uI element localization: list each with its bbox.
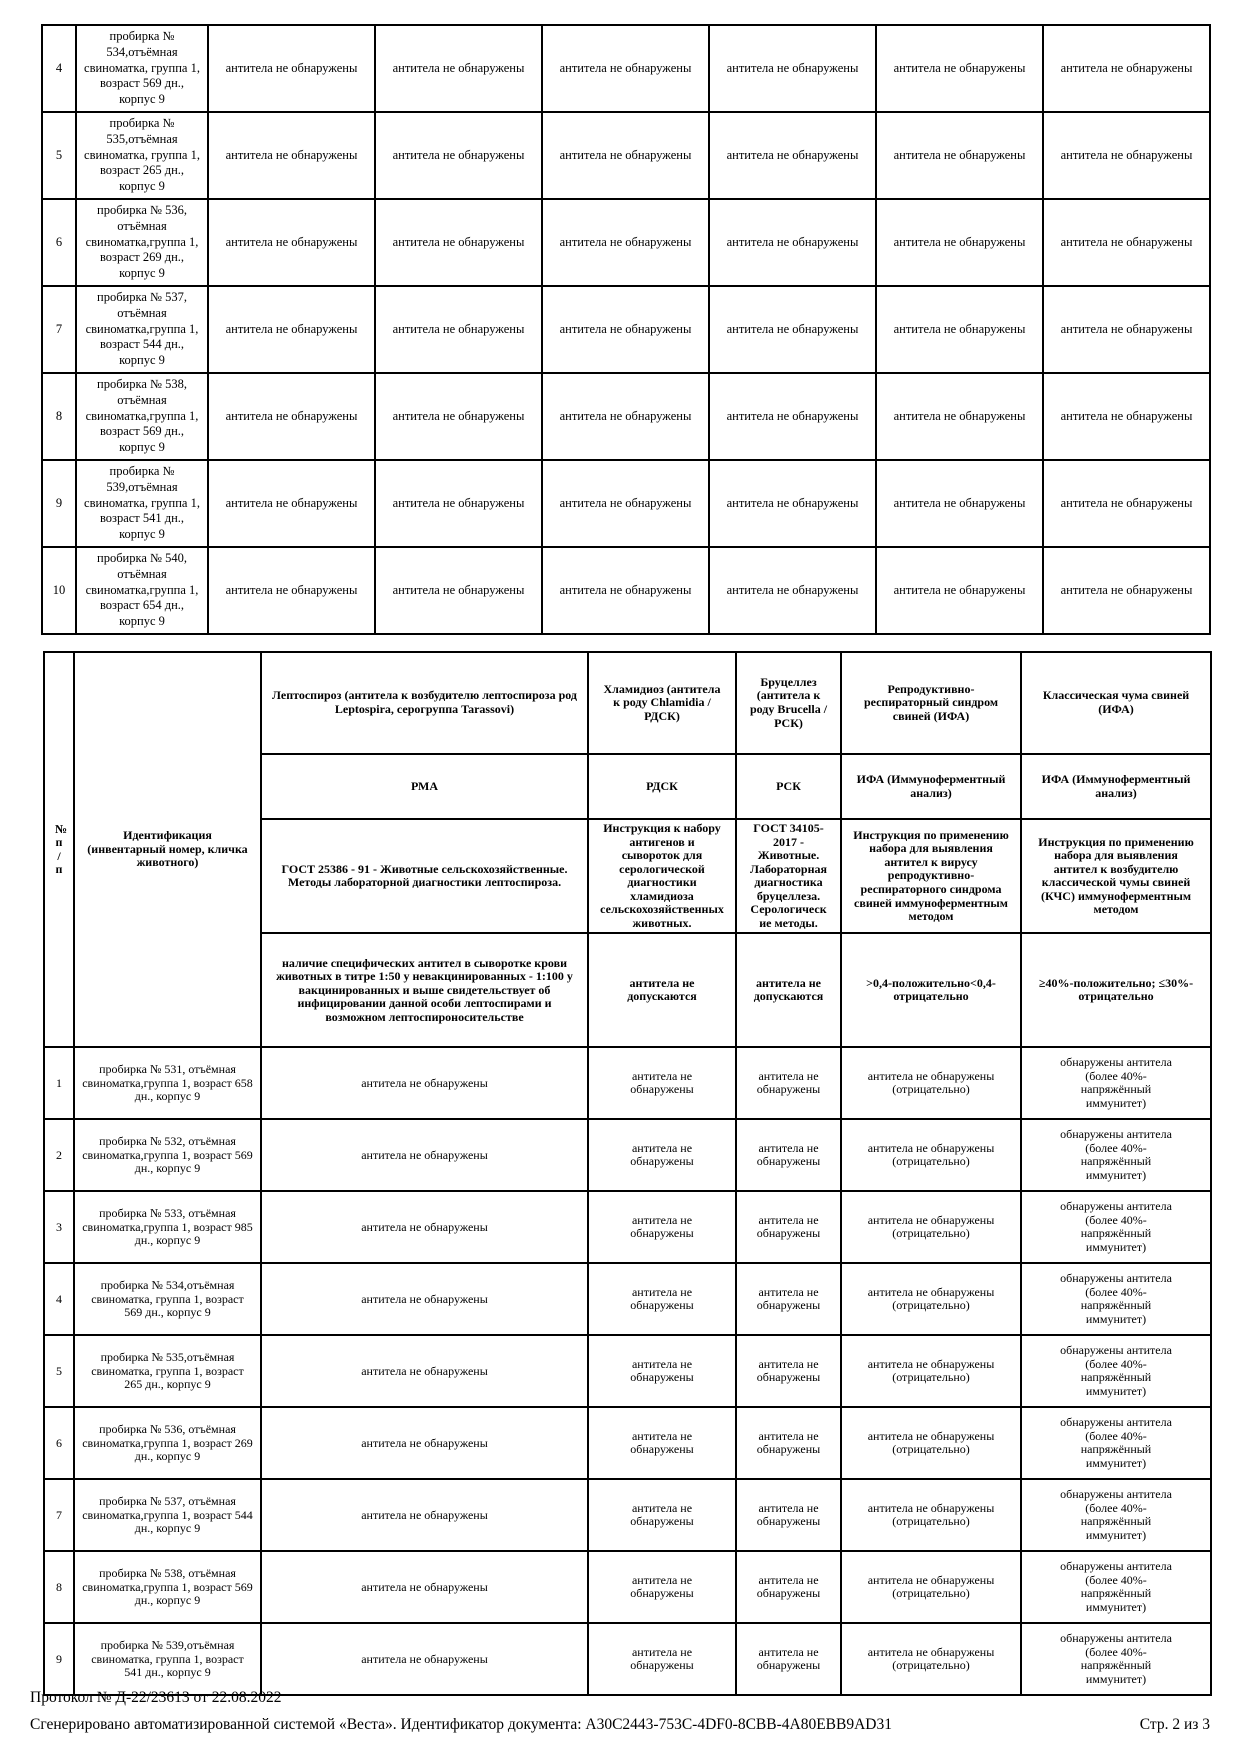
result-cell: обнаружены антитела (более 40%-напряжённый иммунитет) bbox=[1021, 1191, 1211, 1263]
sample-id-cell: пробирка № 533, отъёмная свиноматка,группа 1, возраст 985 дн., корпус 9 bbox=[74, 1191, 261, 1263]
standard-cell: Инструкция к набору антигенов и сывороток для серологической диагностики хламидиоза сельскохозяйственных животных. bbox=[588, 819, 736, 933]
result-cell: антитела не обнаружены (отрицательно) bbox=[841, 1479, 1021, 1551]
result-cell: антитела не обнаружены bbox=[709, 112, 876, 199]
result-cell: обнаружены антитела (более 40%-напряжённый иммунитет) bbox=[1021, 1335, 1211, 1407]
method-cell: РДСК bbox=[588, 754, 736, 819]
method-cell: РСК bbox=[736, 754, 841, 819]
table-row bbox=[42, 373, 1210, 460]
method-cell: ИФА (Иммуноферментный анализ) bbox=[1021, 754, 1211, 819]
result-cell: антитела не обнаружены bbox=[588, 1047, 736, 1119]
row-number-header: № п/п bbox=[44, 652, 74, 1047]
result-cell: антитела не обнаружены bbox=[261, 1623, 588, 1695]
result-cell: антитела не обнаружены (отрицательно) bbox=[841, 1623, 1021, 1695]
row-number-cell: 4 bbox=[44, 1263, 74, 1335]
row-number-cell: 8 bbox=[42, 373, 76, 460]
result-cell: антитела не обнаружены bbox=[876, 286, 1043, 373]
row-number-cell: 9 bbox=[42, 460, 76, 547]
result-cell: антитела не обнаружены bbox=[876, 373, 1043, 460]
sample-id-cell: пробирка № 538, отъёмная свиноматка,группа 1, возраст 569 дн., корпус 9 bbox=[74, 1551, 261, 1623]
result-cell: антитела не обнаружены bbox=[261, 1335, 588, 1407]
result-cell: антитела не обнаружены bbox=[709, 373, 876, 460]
row-number-cell: 3 bbox=[44, 1191, 74, 1263]
table-row bbox=[42, 112, 1210, 199]
result-cell: обнаружены антитела (более 40%-напряжённый иммунитет) bbox=[1021, 1407, 1211, 1479]
result-cell: антитела не обнаружены bbox=[375, 373, 542, 460]
result-cell: антитела не обнаружены (отрицательно) bbox=[841, 1047, 1021, 1119]
disease-header-prrs: Репродуктивно-респираторный синдром свиней (ИФА) bbox=[841, 652, 1021, 754]
disease-header-csf: Классическая чума свиней (ИФА) bbox=[1021, 652, 1211, 754]
row-number-cell: 5 bbox=[44, 1335, 74, 1407]
result-cell: антитела не обнаружены bbox=[208, 460, 375, 547]
result-cell: антитела не обнаружены bbox=[736, 1119, 841, 1191]
result-cell: антитела не обнаружены bbox=[542, 460, 709, 547]
result-cell: антитела не обнаружены bbox=[709, 25, 876, 112]
protocol-number: Протокол № Д-22/23613 от 22.08.2022 bbox=[30, 1689, 282, 1706]
sample-id-cell: пробирка № 537, отъёмная свиноматка,группа 1, возраст 544 дн., корпус 9 bbox=[76, 286, 208, 373]
result-cell: антитела не обнаружены bbox=[876, 460, 1043, 547]
table-row bbox=[44, 1047, 1211, 1119]
table-row bbox=[44, 1407, 1211, 1479]
sample-id-cell: пробирка № 535,отъёмная свиноматка, группа 1, возраст 265 дн., корпус 9 bbox=[76, 112, 208, 199]
norm-cell: ≥40%-положительно; ≤30%-отрицательно bbox=[1021, 933, 1211, 1047]
result-cell: антитела не обнаружены bbox=[542, 25, 709, 112]
table-row bbox=[44, 1119, 1211, 1191]
result-cell: антитела не обнаружены bbox=[261, 1479, 588, 1551]
results-table-continued bbox=[41, 24, 1211, 635]
result-cell: антитела не обнаружены bbox=[588, 1263, 736, 1335]
result-cell: обнаружены антитела (более 40%-напряжённый иммунитет) bbox=[1021, 1551, 1211, 1623]
sample-id-cell: пробирка № 534,отъёмная свиноматка, группа 1, возраст 569 дн., корпус 9 bbox=[74, 1263, 261, 1335]
result-cell: антитела не обнаружены bbox=[736, 1407, 841, 1479]
result-cell: антитела не обнаружены bbox=[375, 199, 542, 286]
sample-id-cell: пробирка № 540, отъёмная свиноматка,группа 1, возраст 654 дн., корпус 9 bbox=[76, 547, 208, 634]
result-cell: антитела не обнаружены bbox=[588, 1479, 736, 1551]
result-cell: антитела не обнаружены bbox=[261, 1047, 588, 1119]
result-cell: антитела не обнаружены bbox=[876, 547, 1043, 634]
result-cell: антитела не обнаружены bbox=[1043, 373, 1210, 460]
table-row bbox=[42, 460, 1210, 547]
result-cell: антитела не обнаружены bbox=[208, 547, 375, 634]
result-cell: антитела не обнаружены bbox=[375, 286, 542, 373]
result-cell: антитела не обнаружены bbox=[736, 1047, 841, 1119]
result-cell: антитела не обнаружены bbox=[1043, 286, 1210, 373]
result-cell: антитела не обнаружены bbox=[588, 1191, 736, 1263]
sample-id-cell: пробирка № 539,отъёмная свиноматка, группа 1, возраст 541 дн., корпус 9 bbox=[76, 460, 208, 547]
result-cell: антитела не обнаружены (отрицательно) bbox=[841, 1191, 1021, 1263]
result-cell: антитела не обнаружены bbox=[709, 286, 876, 373]
norm-cell: антитела не допускаются bbox=[736, 933, 841, 1047]
disease-header-chlamydia: Хламидиоз (антитела к роду Chlamidia / РДСК) bbox=[588, 652, 736, 754]
result-cell: антитела не обнаружены (отрицательно) bbox=[841, 1551, 1021, 1623]
result-cell: антитела не обнаружены bbox=[542, 199, 709, 286]
sample-id-cell: пробирка № 532, отъёмная свиноматка,группа 1, возраст 569 дн., корпус 9 bbox=[74, 1119, 261, 1191]
sample-id-cell: пробирка № 537, отъёмная свиноматка,группа 1, возраст 544 дн., корпус 9 bbox=[74, 1479, 261, 1551]
result-cell: антитела не обнаружены bbox=[208, 373, 375, 460]
result-cell: антитела не обнаружены bbox=[208, 25, 375, 112]
result-cell: антитела не обнаружены bbox=[208, 286, 375, 373]
result-cell: антитела не обнаружены bbox=[588, 1551, 736, 1623]
table-row bbox=[42, 199, 1210, 286]
result-cell: антитела не обнаружены bbox=[261, 1191, 588, 1263]
standard-cell: Инструкция по применению набора для выявления антител к возбудителю классической чумы свиней (КЧС) иммуноферментным методом bbox=[1021, 819, 1211, 933]
result-cell: антитела не обнаружены (отрицательно) bbox=[841, 1335, 1021, 1407]
row-number-cell: 7 bbox=[44, 1479, 74, 1551]
sample-id-cell: пробирка № 538, отъёмная свиноматка,группа 1, возраст 569 дн., корпус 9 bbox=[76, 373, 208, 460]
row-number-cell: 10 bbox=[42, 547, 76, 634]
standard-cell: Инструкция по применению набора для выявления антител к вирусу репродуктивно-респираторного синдрома свиней иммуноферментным методом bbox=[841, 819, 1021, 933]
result-cell: антитела не обнаружены bbox=[261, 1263, 588, 1335]
result-cell: антитела не обнаружены bbox=[208, 112, 375, 199]
row-number-cell: 5 bbox=[42, 112, 76, 199]
standard-cell: ГОСТ 25386 - 91 - Животные сельскохозяйственные. Методы лабораторной диагностики лептоспироза. bbox=[261, 819, 588, 933]
result-cell: антитела не обнаружены bbox=[709, 460, 876, 547]
table-row bbox=[42, 286, 1210, 373]
result-cell: антитела не обнаружены bbox=[375, 460, 542, 547]
norm-cell: наличие специфических антител в сыворотке крови животных в титре 1:50 у невакцинированных - 1:100 у вакцинированных и выше свидетельствует об инфицировании данной особи лептоспирами и возможном лептоспироносительстве bbox=[261, 933, 588, 1047]
table-row bbox=[42, 25, 1210, 112]
row-number-cell: 6 bbox=[44, 1407, 74, 1479]
result-cell: антитела не обнаружены (отрицательно) bbox=[841, 1119, 1021, 1191]
table-row bbox=[44, 1623, 1211, 1695]
serology-table-body bbox=[44, 652, 1211, 1695]
row-number-cell: 1 bbox=[44, 1047, 74, 1119]
norm-cell: антитела не допускаются bbox=[588, 933, 736, 1047]
result-cell: антитела не обнаружены bbox=[375, 25, 542, 112]
result-cell: антитела не обнаружены bbox=[375, 547, 542, 634]
row-number-cell: 6 bbox=[42, 199, 76, 286]
result-cell: антитела не обнаружены bbox=[876, 112, 1043, 199]
sample-id-cell: пробирка № 535,отъёмная свиноматка, группа 1, возраст 265 дн., корпус 9 bbox=[74, 1335, 261, 1407]
result-cell: антитела не обнаружены bbox=[709, 199, 876, 286]
result-cell: антитела не обнаружены bbox=[588, 1335, 736, 1407]
result-cell: антитела не обнаружены bbox=[542, 286, 709, 373]
result-cell: антитела не обнаружены bbox=[736, 1263, 841, 1335]
result-cell: антитела не обнаружены bbox=[1043, 547, 1210, 634]
disease-header-brucella: Бруцеллез (антитела к роду Brucella / РСК) bbox=[736, 652, 841, 754]
result-cell: антитела не обнаружены bbox=[542, 373, 709, 460]
standard-cell: ГОСТ 34105-2017 - Животные. Лабораторная диагностика бруцеллеза. Серологические методы. bbox=[736, 819, 841, 933]
table-row bbox=[44, 1479, 1211, 1551]
footer-row bbox=[30, 1716, 1210, 1734]
method-cell: РМА bbox=[261, 754, 588, 819]
result-cell: антитела не обнаружены bbox=[1043, 199, 1210, 286]
result-cell: антитела не обнаружены bbox=[588, 1407, 736, 1479]
row-number-cell: 7 bbox=[42, 286, 76, 373]
norm-cell: >0,4-положительно<0,4-отрицательно bbox=[841, 933, 1021, 1047]
method-cell: ИФА (Иммуноферментный анализ) bbox=[841, 754, 1021, 819]
sample-id-cell: пробирка № 534,отъёмная свиноматка, группа 1, возраст 569 дн., корпус 9 bbox=[76, 25, 208, 112]
result-cell: антитела не обнаружены bbox=[1043, 25, 1210, 112]
result-cell: обнаружены антитела (более 40%-напряжённый иммунитет) bbox=[1021, 1119, 1211, 1191]
result-cell: антитела не обнаружены bbox=[709, 547, 876, 634]
result-cell: антитела не обнаружены bbox=[1043, 460, 1210, 547]
result-cell: антитела не обнаружены bbox=[1043, 112, 1210, 199]
disease-header-row bbox=[44, 652, 1211, 754]
serology-table bbox=[43, 651, 1212, 1696]
generated-note: Сгенерировано автоматизированной системой «Веста». Идентификатор документа: A30C2443-753C-4DF0-8CBB-4A80EBB9AD31 bbox=[30, 1716, 892, 1733]
identification-header: Идентификация (инвентарный номер, кличка животного) bbox=[74, 652, 261, 1047]
table-row bbox=[44, 1551, 1211, 1623]
result-cell: обнаружены антитела (более 40%-напряжённый иммунитет) bbox=[1021, 1623, 1211, 1695]
result-cell: антитела не обнаружены bbox=[736, 1335, 841, 1407]
result-cell: антитела не обнаружены (отрицательно) bbox=[841, 1407, 1021, 1479]
sample-id-cell: пробирка № 531, отъёмная свиноматка,группа 1, возраст 658 дн., корпус 9 bbox=[74, 1047, 261, 1119]
result-cell: антитела не обнаружены bbox=[261, 1551, 588, 1623]
result-cell: обнаружены антитела (более 40%-напряжённый иммунитет) bbox=[1021, 1479, 1211, 1551]
disease-header-leptospirosis: Лептоспироз (антитела к возбудителю лептоспироза род Leptospira, серогруппа Tarassovi) bbox=[261, 652, 588, 754]
page-number: Стр. 2 из 3 bbox=[1139, 1716, 1210, 1733]
result-cell: антитела не обнаружены bbox=[542, 112, 709, 199]
row-number-cell: 8 bbox=[44, 1551, 74, 1623]
result-cell: антитела не обнаружены bbox=[736, 1479, 841, 1551]
result-cell: антитела не обнаружены bbox=[736, 1551, 841, 1623]
result-cell: антитела не обнаружены bbox=[736, 1191, 841, 1263]
result-cell: антитела не обнаружены bbox=[208, 199, 375, 286]
result-cell: антитела не обнаружены bbox=[876, 199, 1043, 286]
row-number-cell: 9 bbox=[44, 1623, 74, 1695]
sample-id-cell: пробирка № 536, отъёмная свиноматка,группа 1, возраст 269 дн., корпус 9 bbox=[74, 1407, 261, 1479]
table-row bbox=[44, 1191, 1211, 1263]
result-cell: антитела не обнаружены bbox=[876, 25, 1043, 112]
result-cell: обнаружены антитела (более 40%-напряжённый иммунитет) bbox=[1021, 1263, 1211, 1335]
result-cell: антитела не обнаружены bbox=[542, 547, 709, 634]
result-cell: антитела не обнаружены (отрицательно) bbox=[841, 1263, 1021, 1335]
sample-id-cell: пробирка № 539,отъёмная свиноматка, группа 1, возраст 541 дн., корпус 9 bbox=[74, 1623, 261, 1695]
result-cell: антитела не обнаружены bbox=[588, 1119, 736, 1191]
result-cell: антитела не обнаружены bbox=[261, 1407, 588, 1479]
row-number-cell: 2 bbox=[44, 1119, 74, 1191]
result-cell: обнаружены антитела (более 40%-напряжённый иммунитет) bbox=[1021, 1047, 1211, 1119]
table-row bbox=[42, 547, 1210, 634]
results-table-continued-body bbox=[42, 25, 1210, 634]
result-cell: антитела не обнаружены bbox=[261, 1119, 588, 1191]
table-row bbox=[44, 1335, 1211, 1407]
result-cell: антитела не обнаружены bbox=[375, 112, 542, 199]
result-cell: антитела не обнаружены bbox=[736, 1623, 841, 1695]
sample-id-cell: пробирка № 536, отъёмная свиноматка,группа 1, возраст 269 дн., корпус 9 bbox=[76, 199, 208, 286]
table-row bbox=[44, 1263, 1211, 1335]
result-cell: антитела не обнаружены bbox=[588, 1623, 736, 1695]
row-number-cell: 4 bbox=[42, 25, 76, 112]
